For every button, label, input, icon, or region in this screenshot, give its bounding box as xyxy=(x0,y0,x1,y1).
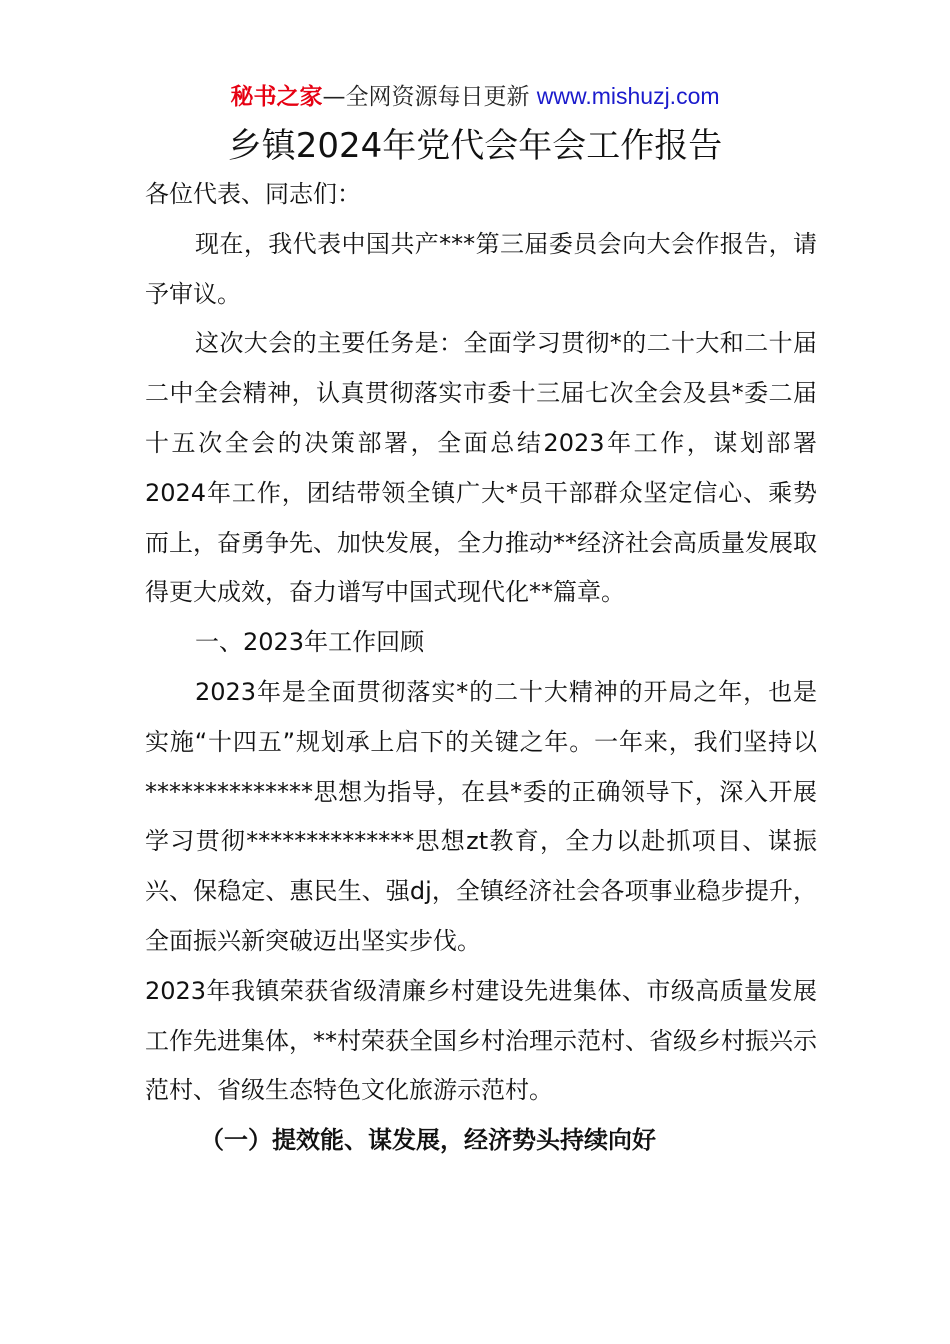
banner-tagline: —全网资源每日更新 xyxy=(322,84,530,110)
paragraph-opening: 现在，我代表中国共产***第三届委员会向大会作报告，请予审议。 xyxy=(145,229,817,308)
site-url-link[interactable]: www.mishuzj.com xyxy=(536,83,720,109)
paragraph-review: 2023年是全面贯彻落实*的二十大精神的开局之年，也是实施“十四五”规划承上启下的关键之年。一年来，我们坚持以**************思想为指导，在县*委的正确领导下，深入开展学习贯彻**************思想zt教育，全力以赴抓项目、谋振兴、保稳定、惠民生、强dj，全镇经济社会各项事业稳步提升，全面振兴新突破迈出坚实步伐。 xyxy=(145,677,817,955)
paragraph-main-tasks: 这次大会的主要任务是：全面学习贯彻*的二十大和二十届二中全会精神，认真贯彻落实市委十三届七次全会及县*委二届十五次全会的决策部署，全面总结2023年工作，谋划部署2024年工作，团结带领全镇广大*员干部群众坚定信心、乘势而上，奋勇争先、加快发展，全力推动**经济社会高质量发展取得更大成效，奋力谱写中国式现代化**篇章。 xyxy=(145,329,817,607)
document-title: 乡镇2024年党代会年会工作报告 xyxy=(227,126,723,166)
document-body xyxy=(145,170,817,1166)
site-banner xyxy=(0,80,950,113)
brand-name: 秘书之家 xyxy=(230,84,323,110)
section-title-review: 一、2023年工作回顾 xyxy=(195,628,425,657)
paragraph-honors: 2023年我镇荣获省级清廉乡村建设先进集体、市级高质量发展工作先进集体，**村荣获全国乡村治理示范村、省级乡村振兴示范村、省级生态特色文化旅游示范村。 xyxy=(145,976,817,1105)
section-heading-economy: （一）提效能、谋发展，经济势头持续向好 xyxy=(200,1126,656,1155)
salutation: 各位代表、同志们： xyxy=(145,180,361,208)
